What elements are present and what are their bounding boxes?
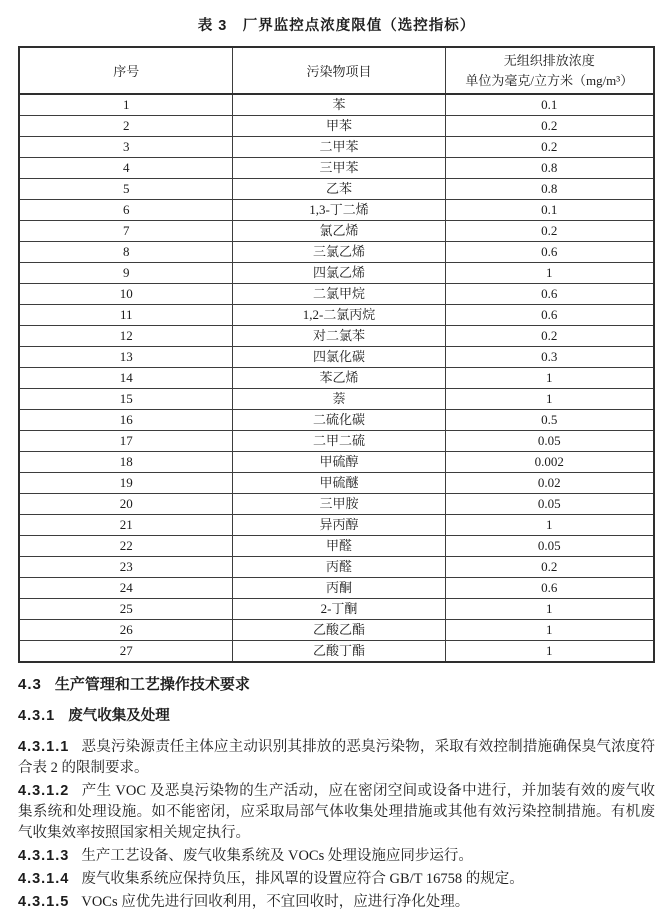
- subsection-number: 4.3.1: [18, 708, 56, 724]
- row-number-cell: 3: [19, 137, 233, 158]
- clause-number: 4.3.1.1: [18, 739, 70, 755]
- limit-value-cell: 1: [445, 263, 654, 284]
- table-row: [19, 347, 654, 368]
- table-row: [19, 494, 654, 515]
- row-number-cell: 21: [19, 515, 233, 536]
- clause-text: 生产工艺设备、废气收集系统及 VOCs 处理设施应同步运行。: [81, 848, 473, 864]
- limit-value-cell: 1: [445, 641, 654, 663]
- table-row: [19, 221, 654, 242]
- limit-value-cell: 0.6: [445, 578, 654, 599]
- limit-value-cell: 0.6: [445, 305, 654, 326]
- table-row: [19, 431, 654, 452]
- limit-value-cell: 0.2: [445, 557, 654, 578]
- pollutant-name-cell: 乙酸乙酯: [233, 620, 445, 641]
- pollutant-name-cell: 甲硫醚: [233, 473, 445, 494]
- limit-value-cell: 0.05: [445, 431, 654, 452]
- clause-paragraph: [18, 892, 655, 913]
- row-number-cell: 6: [19, 200, 233, 221]
- table-row: [19, 452, 654, 473]
- table-row: [19, 305, 654, 326]
- limit-value-cell: 0.2: [445, 326, 654, 347]
- pollutant-name-cell: 苯: [233, 94, 445, 116]
- table-row: [19, 599, 654, 620]
- table-row: [19, 620, 654, 641]
- clause-number: 4.3.1.4: [18, 871, 70, 887]
- table-row: [19, 94, 654, 116]
- pollutant-name-cell: 二甲苯: [233, 137, 445, 158]
- pollutant-name-cell: 1,2-二氯丙烷: [233, 305, 445, 326]
- limit-value-cell: 0.6: [445, 242, 654, 263]
- table-row: [19, 284, 654, 305]
- clause-paragraph: [18, 869, 655, 890]
- row-number-cell: 19: [19, 473, 233, 494]
- clause-text: VOCs 应优先进行回收利用，不宜回收时，应进行净化处理。: [81, 894, 470, 910]
- clause-text: 废气收集系统应保持负压，排风罩的设置应符合 GB/T 16758 的规定。: [81, 871, 524, 887]
- limit-value-cell: 0.6: [445, 284, 654, 305]
- pollutant-name-cell: 乙酸丁酯: [233, 641, 445, 663]
- row-number-cell: 4: [19, 158, 233, 179]
- row-number-cell: 1: [19, 94, 233, 116]
- row-number-cell: 17: [19, 431, 233, 452]
- pollutant-name-cell: 萘: [233, 389, 445, 410]
- limit-value-cell: 0.5: [445, 410, 654, 431]
- header-concentration-line2: 单位为毫克/立方米（mg/m³）: [465, 72, 634, 88]
- pollutant-name-cell: 三氯乙烯: [233, 242, 445, 263]
- table-row: [19, 578, 654, 599]
- limit-value-cell: 1: [445, 368, 654, 389]
- table-row: [19, 641, 654, 663]
- limit-value-cell: 0.02: [445, 473, 654, 494]
- table-title: 表 3 厂界监控点浓度限值（选控指标）: [197, 18, 476, 34]
- row-number-cell: 23: [19, 557, 233, 578]
- row-number-cell: 5: [19, 179, 233, 200]
- limit-value-cell: 0.2: [445, 137, 654, 158]
- row-number-cell: 27: [19, 641, 233, 663]
- pollutant-name-cell: 丙酮: [233, 578, 445, 599]
- header-concentration: [445, 47, 654, 94]
- pollutant-name-cell: 甲苯: [233, 116, 445, 137]
- pollutant-name-cell: 2-丁酮: [233, 599, 445, 620]
- limit-value-cell: 1: [445, 389, 654, 410]
- pollutant-name-cell: 异丙醇: [233, 515, 445, 536]
- row-number-cell: 20: [19, 494, 233, 515]
- row-number-cell: 8: [19, 242, 233, 263]
- row-number-cell: 11: [19, 305, 233, 326]
- table-row: [19, 536, 654, 557]
- pollutant-name-cell: 苯乙烯: [233, 368, 445, 389]
- limit-value-cell: 0.05: [445, 536, 654, 557]
- header-concentration-line1: 无组织排放浓度: [503, 52, 595, 68]
- pollutant-name-cell: 对二氯苯: [233, 326, 445, 347]
- pollutant-name-cell: 四氯化碳: [233, 347, 445, 368]
- section-heading-4-3-1: [18, 707, 655, 725]
- row-number-cell: 12: [19, 326, 233, 347]
- table-row: [19, 389, 654, 410]
- row-number-cell: 15: [19, 389, 233, 410]
- pollutant-name-cell: 二硫化碳: [233, 410, 445, 431]
- clause-text: 产生 VOC 及恶臭污染物的生产活动，应在密闭空间或设备中进行，并加装有效的废气收集系统和处理设施。如不能密闭，应采取局部气体收集处理措施或其他有效污染控制措施。有机废气收集效率按照国家相关规定执行。: [18, 783, 655, 841]
- row-number-cell: 24: [19, 578, 233, 599]
- pollutant-name-cell: 二氯甲烷: [233, 284, 445, 305]
- section-number: 4.3: [18, 676, 42, 693]
- row-number-cell: 9: [19, 263, 233, 284]
- limit-value-cell: 0.3: [445, 347, 654, 368]
- limit-value-cell: 0.2: [445, 116, 654, 137]
- row-number-cell: 26: [19, 620, 233, 641]
- pollutant-name-cell: 乙苯: [233, 179, 445, 200]
- pollutant-name-cell: 1,3-丁二烯: [233, 200, 445, 221]
- clause-number: 4.3.1.3: [18, 848, 70, 864]
- row-number-cell: 22: [19, 536, 233, 557]
- section-title: 生产管理和工艺操作技术要求: [54, 676, 250, 693]
- table-row: [19, 368, 654, 389]
- table-row: [19, 557, 654, 578]
- clause-number: 4.3.1.2: [18, 783, 70, 799]
- row-number-cell: 16: [19, 410, 233, 431]
- table-row: [19, 116, 654, 137]
- pollutant-name-cell: 丙醛: [233, 557, 445, 578]
- subsection-title: 废气收集及处理: [68, 708, 170, 724]
- pollutant-name-cell: 甲硫醇: [233, 452, 445, 473]
- table-row: [19, 473, 654, 494]
- header-pollutant: 污染物项目: [233, 47, 445, 94]
- pollutant-name-cell: 四氯乙烯: [233, 263, 445, 284]
- clause-paragraph: [18, 846, 655, 867]
- row-number-cell: 14: [19, 368, 233, 389]
- clause-number: 4.3.1.5: [18, 894, 70, 910]
- limit-value-cell: 1: [445, 599, 654, 620]
- pollutant-limits-table: [18, 46, 655, 663]
- limit-value-cell: 0.1: [445, 94, 654, 116]
- pollutant-name-cell: 甲醛: [233, 536, 445, 557]
- table-row: [19, 179, 654, 200]
- limit-value-cell: 0.1: [445, 200, 654, 221]
- pollutant-name-cell: 二甲二硫: [233, 431, 445, 452]
- row-number-cell: 13: [19, 347, 233, 368]
- row-number-cell: 18: [19, 452, 233, 473]
- limit-value-cell: 0.2: [445, 221, 654, 242]
- table-row: [19, 158, 654, 179]
- clause-paragraph: [18, 781, 655, 844]
- pollutant-name-cell: 三甲苯: [233, 158, 445, 179]
- limit-value-cell: 0.05: [445, 494, 654, 515]
- pollutant-name-cell: 三甲胺: [233, 494, 445, 515]
- clauses-block: [18, 737, 655, 913]
- limit-value-cell: 1: [445, 620, 654, 641]
- row-number-cell: 2: [19, 116, 233, 137]
- header-number: 序号: [19, 47, 233, 94]
- table-row: [19, 137, 654, 158]
- table-row: [19, 242, 654, 263]
- table-row: [19, 410, 654, 431]
- table-row: [19, 515, 654, 536]
- limit-value-cell: 0.8: [445, 158, 654, 179]
- row-number-cell: 25: [19, 599, 233, 620]
- row-number-cell: 10: [19, 284, 233, 305]
- limit-value-cell: 0.8: [445, 179, 654, 200]
- section-heading-4-3: [18, 676, 655, 694]
- limit-value-cell: 0.002: [445, 452, 654, 473]
- table-row: [19, 326, 654, 347]
- table-header-row: [19, 47, 654, 94]
- row-number-cell: 7: [19, 221, 233, 242]
- clause-paragraph: [18, 737, 655, 779]
- table-row: [19, 263, 654, 284]
- limit-value-cell: 1: [445, 515, 654, 536]
- pollutant-name-cell: 氯乙烯: [233, 221, 445, 242]
- clause-text: 恶臭污染源责任主体应主动识别其排放的恶臭污染物，采取有效控制措施确保臭气浓度符合表 2 的限制要求。: [18, 739, 655, 776]
- table-row: [19, 200, 654, 221]
